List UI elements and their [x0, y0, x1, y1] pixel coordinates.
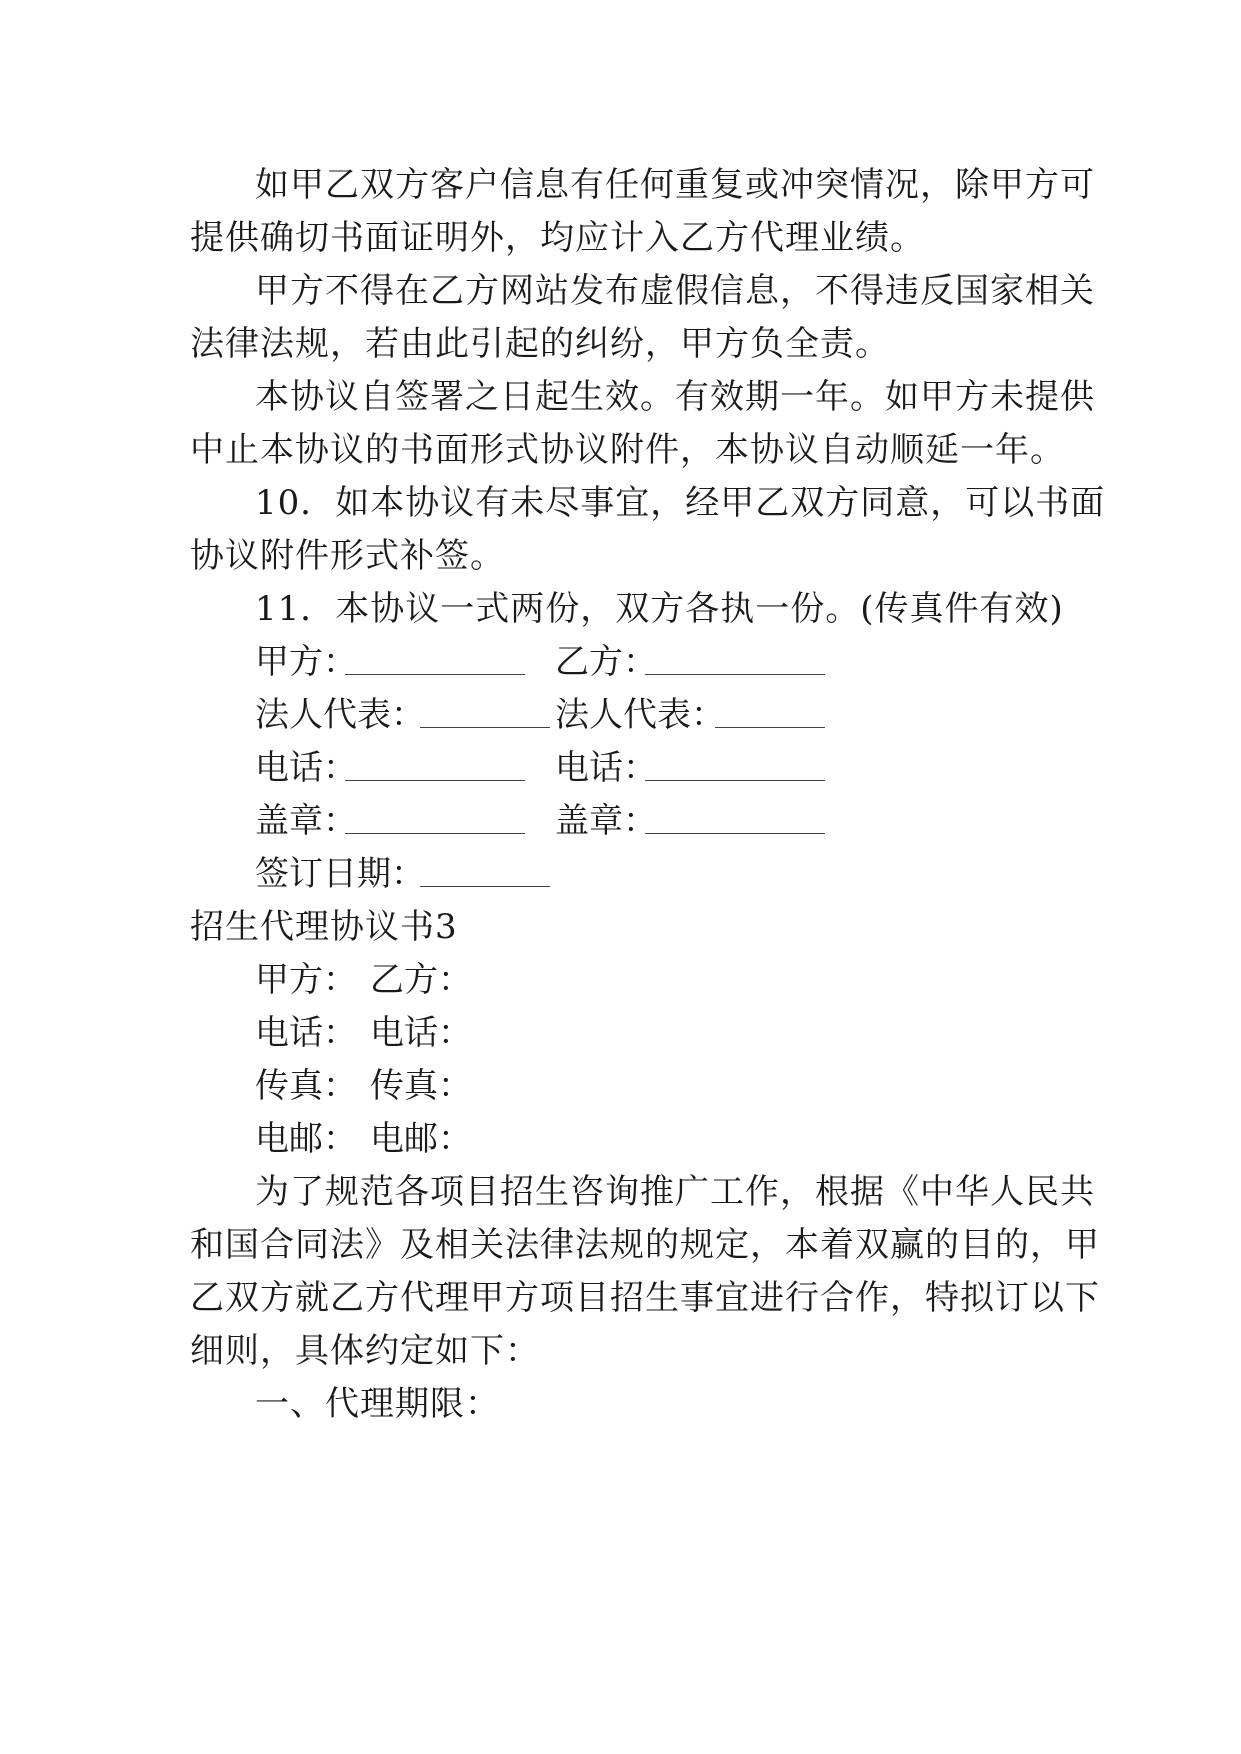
contact-a-label: 传真：	[255, 1066, 357, 1106]
seal-b-blank	[645, 833, 825, 834]
paragraph-line: 中止本协议的书面形式协议附件，本协议自动顺延一年。	[190, 430, 1065, 470]
contact-a-label: 电邮：	[255, 1119, 357, 1159]
paragraph-line: 为了规范各项目招生咨询推广工作，根据《中华人民共	[255, 1172, 1095, 1212]
contact-b-label: 电话：	[370, 1013, 472, 1053]
paragraph-line: 乙双方就乙方代理甲方项目招生事宜进行合作，特拟订以下	[190, 1278, 1100, 1318]
party-b-label: 乙方：	[555, 642, 657, 682]
party-a-label: 甲方：	[255, 642, 357, 682]
contact-a-label: 电话：	[255, 1013, 357, 1053]
sign-date-label: 签订日期：	[255, 854, 425, 894]
paragraph-line: 和国合同法》及相关法律法规的规定，本着双赢的目的，甲	[190, 1225, 1100, 1265]
legal-rep-b-label: 法人代表：	[555, 695, 725, 735]
legal-rep-a-blank	[420, 727, 550, 728]
paragraph-line: 法律法规，若由此引起的纠纷，甲方负全责。	[190, 324, 890, 364]
section-heading: 一、代理期限：	[255, 1384, 500, 1424]
phone-b-blank	[645, 780, 825, 781]
contact-b-label: 电邮：	[370, 1119, 472, 1159]
paragraph-line: 协议附件形式补签。	[190, 536, 505, 576]
party-a-blank	[345, 674, 525, 675]
paragraph-line: 提供确切书面证明外，均应计入乙方代理业绩。	[190, 218, 925, 258]
paragraph-line: 细则，具体约定如下：	[190, 1331, 540, 1371]
legal-rep-b-blank	[715, 727, 825, 728]
contact-a-label: 甲方：	[255, 960, 357, 1000]
contact-b-label: 乙方：	[370, 960, 472, 1000]
paragraph-line: 11．本协议一式两份，双方各执一份。(传真件有效)	[255, 589, 1064, 629]
seal-b-label: 盖章：	[555, 801, 657, 841]
paragraph-line: 如甲乙双方客户信息有任何重复或冲突情况，除甲方可	[255, 165, 1095, 205]
contact-b-label: 传真：	[370, 1066, 472, 1106]
phone-a-label: 电话：	[255, 748, 357, 788]
paragraph-line: 甲方不得在乙方网站发布虚假信息，不得违反国家相关	[255, 271, 1095, 311]
section-title: 招生代理协议书3	[190, 907, 458, 947]
phone-b-label: 电话：	[555, 748, 657, 788]
seal-a-label: 盖章：	[255, 801, 357, 841]
seal-a-blank	[345, 833, 525, 834]
paragraph-line: 10．如本协议有未尽事宜，经甲乙双方同意，可以书面	[255, 483, 1106, 523]
sign-date-blank	[420, 886, 550, 887]
party-b-blank	[645, 674, 825, 675]
phone-a-blank	[345, 780, 525, 781]
legal-rep-a-label: 法人代表：	[255, 695, 425, 735]
paragraph-line: 本协议自签署之日起生效。有效期一年。如甲方未提供	[255, 377, 1095, 417]
